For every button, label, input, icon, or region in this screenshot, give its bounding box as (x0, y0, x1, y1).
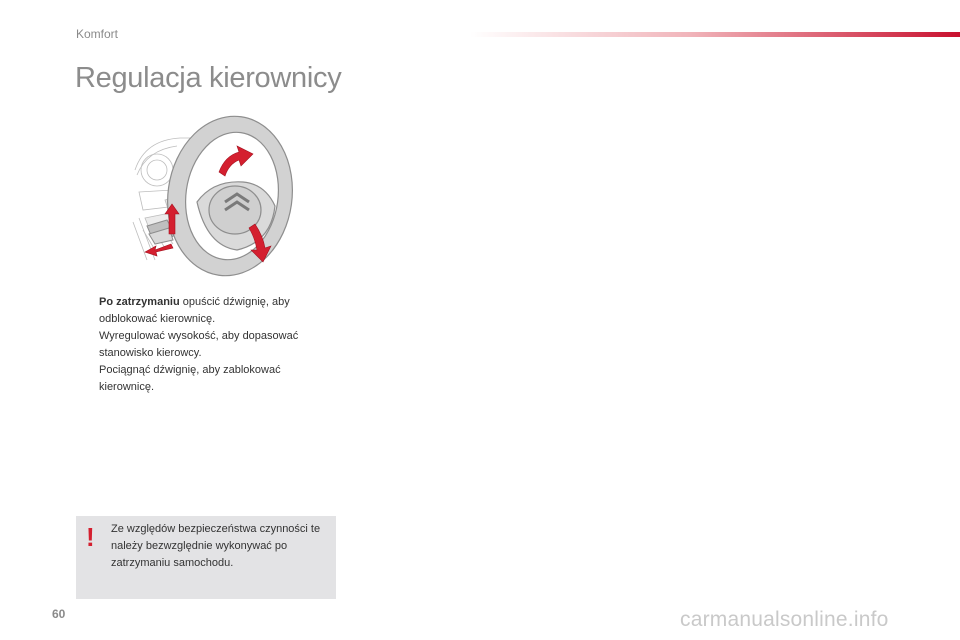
section-label: Komfort (76, 27, 119, 41)
steps-list (78, 294, 338, 396)
warning-icon: ! (86, 522, 95, 552)
warning-text: Ze względów bezpieczeństwa czynności te należy bezwzględnie wykonywać po zatrzymaniu samochodu. (111, 523, 321, 569)
step-item (78, 362, 338, 396)
step-text: Wyregulować wysokość, aby dopasować stanowisko kierowcy. (99, 330, 299, 359)
steering-wheel-adjustment-icon (125, 110, 305, 282)
step-text: opuścić dźwignię, aby odblokować kierownicę. (99, 296, 290, 325)
step-item (78, 294, 338, 328)
step-item (78, 328, 338, 362)
watermark: carmanualsonline.info (680, 608, 889, 631)
step-bold: Po zatrzymaniu (99, 296, 180, 308)
header-rule (470, 32, 960, 37)
page-title: Regulacja kierownicy (75, 62, 342, 94)
page-number: 60 (52, 607, 66, 621)
warning-box (76, 516, 336, 599)
steering-wheel (157, 110, 302, 282)
step-text: Pociągnąć dźwignię, aby zablokować kierownicę. (99, 364, 281, 393)
